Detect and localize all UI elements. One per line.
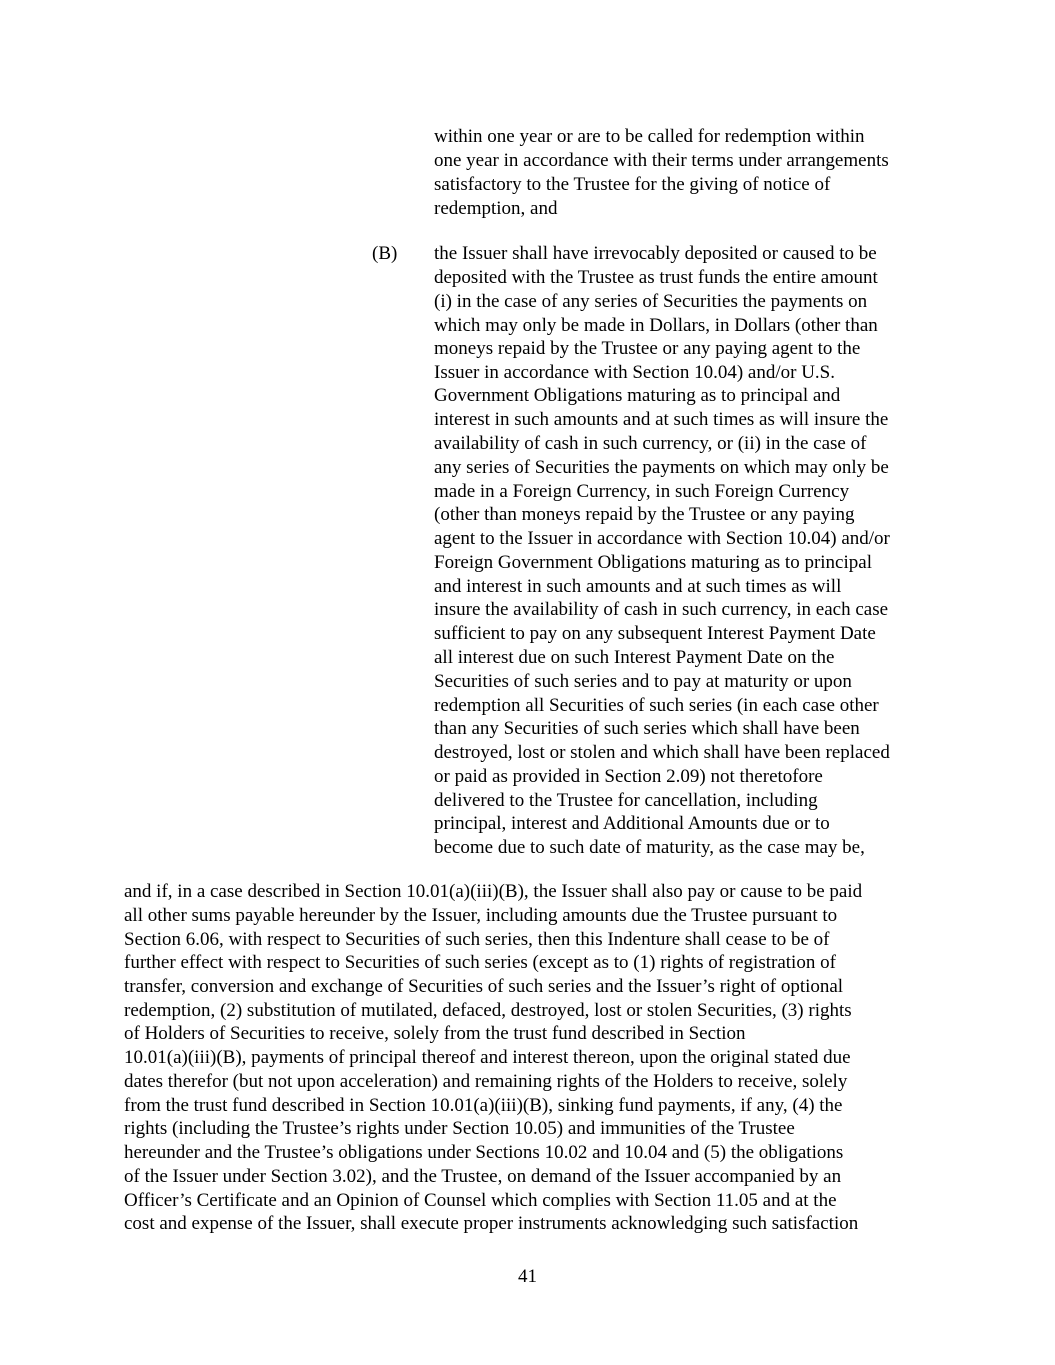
text-line: the Issuer shall have irrevocably deposited or caused to be bbox=[434, 243, 877, 264]
text-line: any series of Securities the payments on which may only be bbox=[434, 457, 889, 478]
text-line: insure the availability of cash in such currency, in each case bbox=[434, 599, 889, 620]
text-line: all interest due on such Interest Payment Date on the bbox=[434, 647, 835, 668]
text-line: and if, in a case described in Section 10.01(a)(iii)(B), the Issuer shall also pay or cause to be paid bbox=[124, 881, 863, 902]
text-line: which may only be made in Dollars, in Dollars (other than bbox=[434, 315, 878, 336]
text-line: delivered to the Trustee for cancellation, including bbox=[434, 790, 818, 811]
text-line: transfer, conversion and exchange of Securities of such series and the Issuer’s right of optional bbox=[124, 976, 844, 997]
text-line: become due to such date of maturity, as the case may be, bbox=[434, 837, 865, 858]
text-line: one year in accordance with their terms under arrangements bbox=[434, 150, 889, 171]
text-line: all other sums payable hereunder by the Issuer, including amounts due the Trustee pursuant to bbox=[124, 905, 838, 926]
text-line: rights (including the Trustee’s rights under Section 10.05) and immunities of the Trustee bbox=[124, 1118, 795, 1139]
text-line: from the trust fund described in Section 10.01(a)(iii)(B), sinking fund payments, if any, (4) the bbox=[124, 1095, 843, 1116]
text-line: destroyed, lost or stolen and which shall have been replaced bbox=[434, 742, 890, 763]
text-line: redemption all Securities of such series (in each case other bbox=[434, 695, 879, 716]
text-line: sufficient to pay on any subsequent Interest Payment Date bbox=[434, 623, 876, 644]
text-line: interest in such amounts and at such times as will insure the bbox=[434, 409, 889, 430]
text-line: Foreign Government Obligations maturing as to principal bbox=[434, 552, 872, 573]
text-line: deposited with the Trustee as trust funds the entire amount bbox=[434, 267, 878, 288]
text-line: Issuer in accordance with Section 10.04) and/or U.S. bbox=[434, 362, 836, 383]
text-line: (other than moneys repaid by the Trustee or any paying bbox=[434, 504, 855, 525]
text-line: principal, interest and Additional Amounts due or to bbox=[434, 813, 830, 834]
text-line: redemption, and bbox=[434, 198, 558, 219]
text-line: redemption, (2) substitution of mutilated, defaced, destroyed, lost or stolen Securities, (3) rights bbox=[124, 1000, 852, 1021]
page-number: 41 bbox=[518, 1266, 537, 1287]
text-line: 10.01(a)(iii)(B), payments of principal thereof and interest thereon, upon the original stated due bbox=[124, 1047, 851, 1068]
text-line: made in a Foreign Currency, in such Foreign Currency bbox=[434, 481, 850, 502]
text-line: availability of cash in such currency, or (ii) in the case of bbox=[434, 433, 867, 454]
text-line: hereunder and the Trustee’s obligations under Sections 10.02 and 10.04 and (5) the obligations bbox=[124, 1142, 844, 1163]
text-line: Government Obligations maturing as to principal and bbox=[434, 385, 841, 406]
text-line: within one year or are to be called for redemption within bbox=[434, 126, 865, 147]
text-line: of the Issuer under Section 3.02), and the Trustee, on demand of the Issuer accompanied by an bbox=[124, 1166, 842, 1187]
text-line: and interest in such amounts and at such times as will bbox=[434, 576, 842, 597]
text-line: of Holders of Securities to receive, solely from the trust fund described in Section bbox=[124, 1023, 746, 1044]
clause-marker: (B) bbox=[372, 243, 398, 264]
text-line: than any Securities of such series which shall have been bbox=[434, 718, 860, 739]
text-line: Section 6.06, with respect to Securities of such series, then this Indenture shall cease to be of bbox=[124, 929, 830, 950]
text-line: satisfactory to the Trustee for the giving of notice of bbox=[434, 174, 831, 195]
text-line: Officer’s Certificate and an Opinion of Counsel which complies with Section 11.05 and at the bbox=[124, 1190, 837, 1211]
text-line: Securities of such series and to pay at maturity or upon bbox=[434, 671, 852, 692]
text-line: cost and expense of the Issuer, shall execute proper instruments acknowledging such satisfaction bbox=[124, 1213, 859, 1234]
text-line: or paid as provided in Section 2.09) not theretofore bbox=[434, 766, 823, 787]
text-line: agent to the Issuer in accordance with Section 10.04) and/or bbox=[434, 528, 890, 549]
text-line: further effect with respect to Securities of such series (except as to (1) rights of registration of bbox=[124, 952, 836, 973]
text-line: dates therefor (but not upon acceleration) and remaining rights of the Holders to receive, solely bbox=[124, 1071, 848, 1092]
text-line: moneys repaid by the Trustee or any paying agent to the bbox=[434, 338, 861, 359]
text-line: (i) in the case of any series of Securities the payments on bbox=[434, 291, 868, 312]
